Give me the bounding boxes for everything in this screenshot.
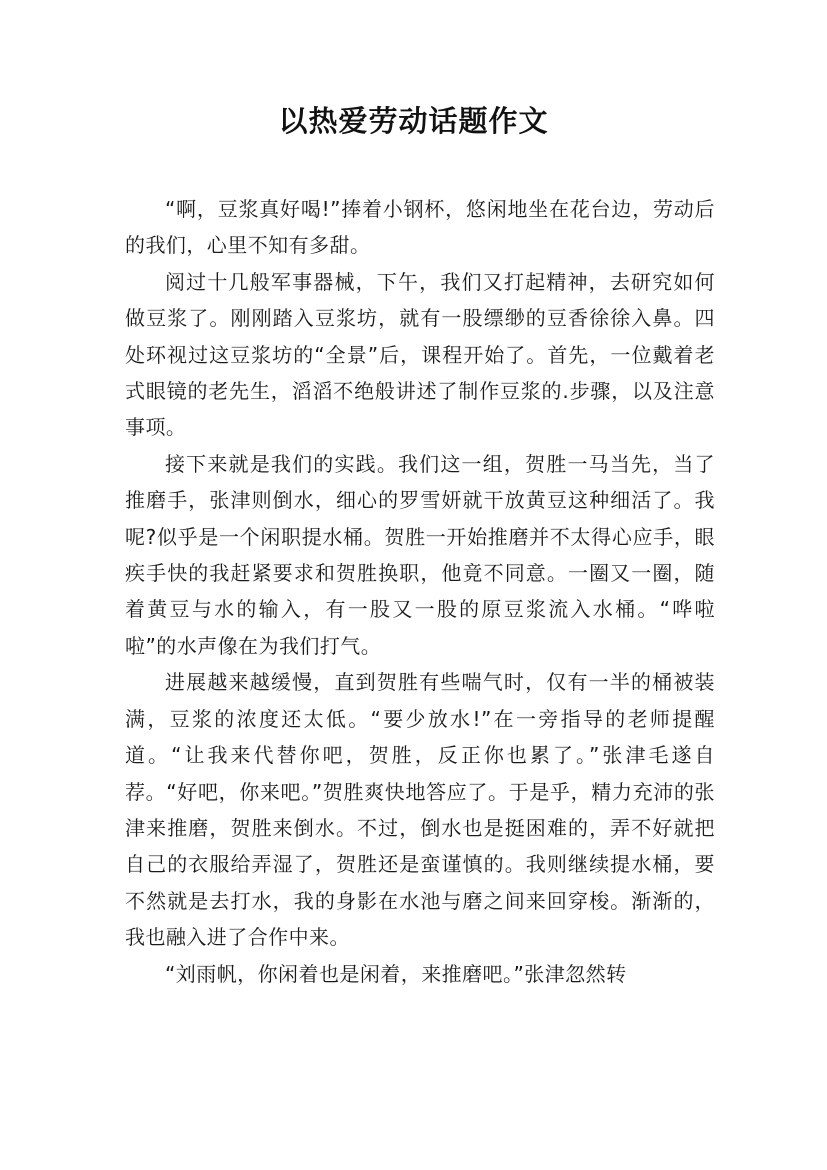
paragraph: 进展越来越缓慢，直到贺胜有些喘气时，仅有一半的桶被装满，豆浆的浓度还太低。“要少放水!”在一旁指导的老师提醒道。“让我来代替你吧，贺胜，反正你也累了。”张津毛遂自荐。“好吧，你来吧。”贺胜爽快地答应了。于是乎，精力充沛的张津来推磨，贺胜来倒水。不过，倒水也是挺困难的，弄不好就把自己的衣服给弄湿了，贺胜还是蛮谨慎的。我则继续提水桶，要不然就是去打水，我的身影在水池与磨之间来回穿梭。渐渐的，我也融入进了合作中来。 — [125, 670, 715, 950]
document-body — [125, 191, 715, 992]
paragraph: 阅过十几般军事器械，下午，我们又打起精神，去研究如何做豆浆了。刚刚踏入豆浆坊，就有一股缥缈的豆香徐徐入鼻。四处环视过这豆浆坊的“全景”后，课程开始了。首先，一位戴着老式眼镜的老先生，滔滔不绝般讲述了制作豆浆的.步骤，以及注意事项。 — [125, 269, 715, 440]
paragraph: “啊，豆浆真好喝!”捧着小钢杯，悠闲地坐在花台边，劳动后的我们，心里不知有多甜。 — [125, 197, 715, 258]
document-title: 以热爱劳动话题作文 — [278, 104, 549, 138]
paragraph: 接下来就是我们的实践。我们这一组，贺胜一马当先，当了推磨手，张津则倒水，细心的罗雪妍就干放黄豆这种细活了。我呢?似乎是一个闲职提水桶。贺胜一开始推磨并不太得心应手，眼疾手快的我赶紧要求和贺胜换职，他竟不同意。一圈又一圈，随着黄豆与水的输入，有一股又一股的原豆浆流入水桶。“哗啦啦”的水声像在为我们打气。 — [125, 451, 715, 658]
paragraph: “刘雨帆，你闲着也是闲着，来推磨吧。”张津忽然转 — [165, 961, 627, 986]
